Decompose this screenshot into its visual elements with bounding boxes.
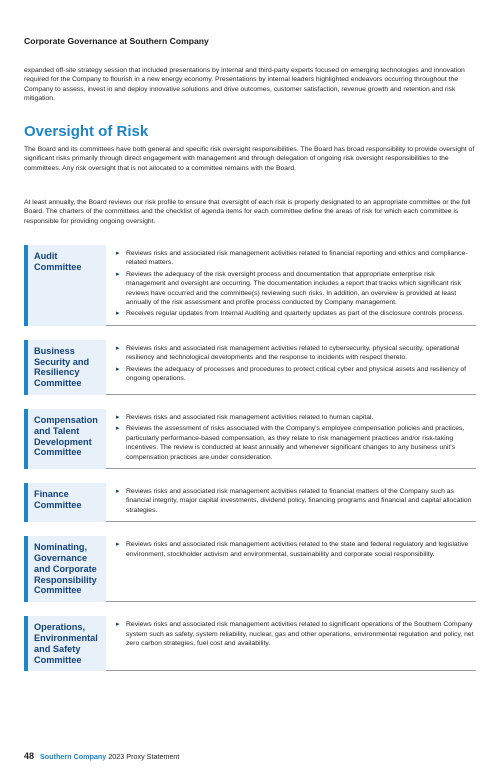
committee-row bbox=[24, 409, 476, 469]
committee-name-line: Nominating, bbox=[34, 542, 88, 553]
committee-name-line: Security and bbox=[34, 356, 90, 367]
committee-name bbox=[24, 340, 106, 395]
committee-name-line: and Talent bbox=[34, 425, 80, 436]
committee-name-line: Resiliency bbox=[34, 367, 80, 378]
responsibility-bullet: ▸ Reviews risks and associated risk management activities related to human capital. bbox=[116, 413, 476, 422]
committee-responsibilities bbox=[106, 483, 476, 522]
committee-name bbox=[24, 245, 106, 326]
committee-name-line: Compensation bbox=[34, 415, 98, 426]
committee-row bbox=[24, 340, 476, 395]
responsibility-bullet: ▸ Reviews the assessment of risks associated with the Company's employee compensation policies and practices, particularly performance-based compensation, as they relate to risk management practices and/or risk-taking incentives. The review is conducted at least annually and whenever significant changes to any business unit's compensation practices are under consideration. bbox=[116, 424, 476, 462]
committee-table bbox=[24, 245, 476, 671]
committee-responsibilities bbox=[106, 536, 476, 602]
committee-name-line: Business bbox=[34, 345, 75, 356]
committee-name bbox=[24, 483, 106, 522]
footer-doc: 2023 Proxy Statement bbox=[108, 752, 180, 761]
committee-name-line: Committee bbox=[34, 654, 82, 665]
committee-name-line: Responsibility bbox=[34, 574, 97, 585]
responsibility-bullet: ▸ Receives regular updates from Internal Auditing and quarterly updates as part of the disclosure controls process. bbox=[116, 309, 476, 318]
committee-name-line: Environmental bbox=[34, 633, 98, 644]
responsibility-bullet: ▸ Reviews risks and associated risk management activities related to significant operations of the Southern Company system such as safety, system reliability, nuclear, gas and other operations, environmental regulation and policy, net zero carbon strategies, fuel cost and availability. bbox=[116, 620, 476, 648]
committee-name bbox=[24, 409, 106, 469]
responsibility-bullet: ▸ Reviews risks and associated risk management activities related to financial matters of the Company such as financial integrity, major capital investments, dividend policy, financing programs and financial and capital allocation strategies. bbox=[116, 487, 476, 515]
intro-paragraph: expanded off-site strategy session that included presentations by internal and third-party experts focused on emerging technologies and innovation required for the Company to flourish in a new energy economy. Presentations by internal leaders highlighted endeavors occurring throughout the Company to assess, invest in and deploy innovative solutions and drive outcomes, customer satisfaction, revenue growth and retention and risk mitigation. bbox=[24, 67, 465, 103]
committee-name-line: and Corporate bbox=[34, 563, 97, 574]
committee-name-line: Committee bbox=[34, 378, 82, 389]
committee-name-line: Committee bbox=[34, 585, 82, 596]
committee-responsibilities bbox=[106, 245, 476, 326]
page-footer bbox=[24, 751, 179, 761]
risk-paragraph-1: The Board and its committees have both general and specific risk oversight responsibilities. The Board has broad responsibility to provide oversight of significant risks primarily through direct engagement with management and through delegation of ongoing risk oversight responsibilities to the committees. Any risk oversight that is not allocated to a committee remains with the Board. bbox=[24, 146, 475, 172]
responsibility-bullet: ▸ Reviews the adequacy of the risk oversight process and documentation that appropriate enterprise risk management and oversight are occurring. The documentation includes a report that tracks which significant risk reviews have occurred and the committee(s) reviewing such risks. In addition, an overview is provided at least annually of the risk assessment and profile process conducted by Company management. bbox=[116, 270, 476, 308]
running-header: Corporate Governance at Southern Company bbox=[24, 36, 209, 46]
committee-name-line: Finance bbox=[34, 489, 69, 500]
committee-name bbox=[24, 616, 106, 671]
responsibility-bullet: ▸ Reviews risks and associated risk management activities related to financial reporting and ethics and compliance-related matters. bbox=[116, 249, 476, 268]
footer-company: Southern Company bbox=[40, 752, 107, 761]
section-title: Oversight of Risk bbox=[24, 123, 149, 140]
committee-name bbox=[24, 536, 106, 602]
committee-responsibilities bbox=[106, 340, 476, 395]
responsibility-bullet: ▸ Reviews risks and associated risk management activities related to the state and federal regulatory and legislative environment, stockholder activism and environmental, sustainability and corporate social responsibility. bbox=[116, 540, 476, 559]
committee-row bbox=[24, 536, 476, 602]
risk-paragraph-2: At least annually, the Board reviews our risk profile to ensure that oversight of each risk is properly designated to an appropriate committee or the full Board. The charters of the committees and the checklist of agenda items for each committee define the areas of risk for which each committee is responsible for providing ongoing oversight. bbox=[24, 199, 471, 225]
committee-name-line: and Safety bbox=[34, 643, 81, 654]
responsibility-bullet: ▸ Reviews the adequacy of processes and procedures to protect critical cyber and physical assets and resiliency of ongoing operations. bbox=[116, 365, 476, 384]
committee-row bbox=[24, 245, 476, 326]
committee-row bbox=[24, 483, 476, 522]
committee-name-line: Audit bbox=[34, 251, 58, 261]
committee-name-line: Committee bbox=[34, 447, 82, 458]
committee-name-line: Development bbox=[34, 436, 92, 447]
committee-name-line: Committee bbox=[34, 261, 82, 272]
committee-responsibilities bbox=[106, 409, 476, 469]
committee-responsibilities bbox=[106, 616, 476, 671]
responsibility-bullet: ▸ Reviews risks and associated risk management activities related to cybersecurity, physical security, operational resiliency and technological developments and the response to incidents with respect thereto. bbox=[116, 344, 476, 363]
committee-name-line: Operations, bbox=[34, 622, 86, 633]
page-number: 48 bbox=[24, 751, 35, 761]
committee-name-line: Governance bbox=[34, 553, 88, 564]
committee-row bbox=[24, 616, 476, 671]
committee-name-line: Committee bbox=[34, 499, 82, 510]
